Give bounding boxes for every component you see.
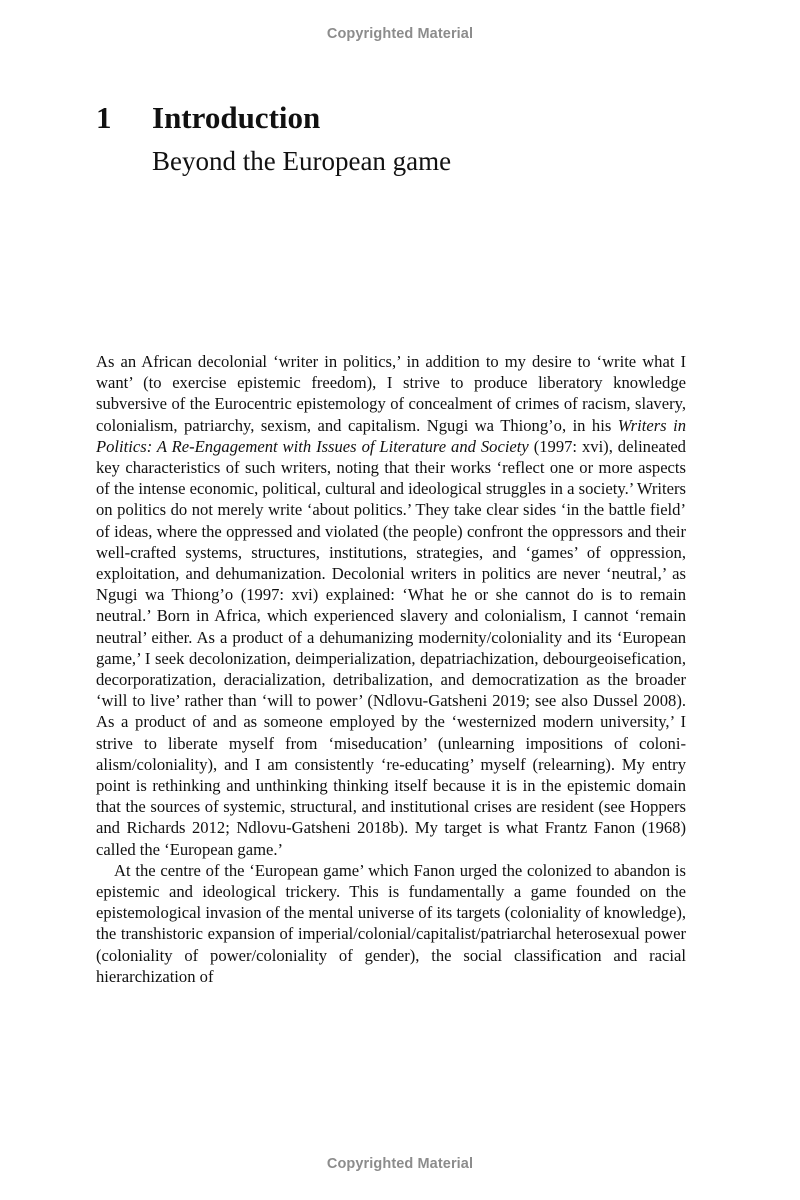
paragraph-2: At the centre of the ‘European game’ which Fanon urged the colonized to abandon is epistemic and ideological trickery. This is fundamentally a game founded on the epistemological invasion of the mental universe of its targets (coloniality of knowledge), the transhistoric expansion of imperial/​colonial/capitalist/patriarchal heterosexual power (coloniality of power/​coloniality of gender), the social classification and racial hierarchization of <box>96 860 686 986</box>
chapter-number: 1 <box>96 100 112 135</box>
copyright-watermark-bottom: Copyrighted Material <box>326 1156 474 1172</box>
chapter-heading <box>96 100 716 177</box>
chapter-title: Introduction <box>152 100 321 135</box>
paragraph-1 <box>96 351 686 860</box>
chapter-title-line <box>96 100 716 136</box>
paragraph-1-text-a: As an African decolonial ‘writer in politics,’ in addition to my desire to ‘write what I want’ (to exercise epistemic freedom), I strive to produce liberatory knowledge subversive of the Eurocentric epistemology of concealment of crimes of racism, slavery, colonialism, patriarchy, sexism, and capitalism. Ngugi wa Thiong’o, in his <box>96 352 686 435</box>
chapter-subtitle: Beyond the European game <box>152 146 452 176</box>
paragraph-1-text-b: (1997: xvi), delineated key characteristics of such writers, noting that their works ‘reflect one or more aspects of the intense economic, political, cultural and ideological struggles in a society.’ Writers on politics do not merely write ‘about politics.’ They take clear sides ‘in the battle field’ of ideas, where the oppressed and violated (the people) confront the oppressors and their well-crafted systems, structures, institutions, strategies, and ‘games’ of oppression, exploitation, and dehumanization. Decolonial writers in politics are never ‘neutral,’ as Ngugi wa Thiong’o (1997: xvi) explained: ‘What he or she cannot do is to remain neutral.’ Born in Africa, which experienced slavery and colonialism, I cannot ‘remain neutral’ either. As a product of a dehumanizing modernity/coloniality and its ‘European game,’ I seek decolonization, deimperialization, depatriachization, debourgeoisefication, decorporatization, deracialization, detribalization, and democratization as the broader ‘will to live’ rather than ‘will to power’ (Ndlovu-Gatsheni 2019; see also Dussel 2008). As a product of and as someone employed by the ‘westernized modern university,’ I strive to liberate myself from ‘miseducation’ (unlearning impositions of colonialism/coloniality), and I am consistently ‘re-educating’ myself (relearning). My entry point is rethinking and unthinking thinking itself because it is in the epistemic domain that the sources of systemic, structural, and institutional crises are resident (see Hoppers and Richards 2012; Ndlovu-Gatsheni 2018b). My target is what Frantz Fanon (1968) called the ‘European game.’ <box>96 436 686 859</box>
chapter-body-text <box>96 351 686 987</box>
book-title-citation: Writers in Politics: A Re-Engagement with Issues of Literature and Society <box>96 415 686 456</box>
copyright-watermark-top: Copyrighted Material <box>326 26 474 42</box>
